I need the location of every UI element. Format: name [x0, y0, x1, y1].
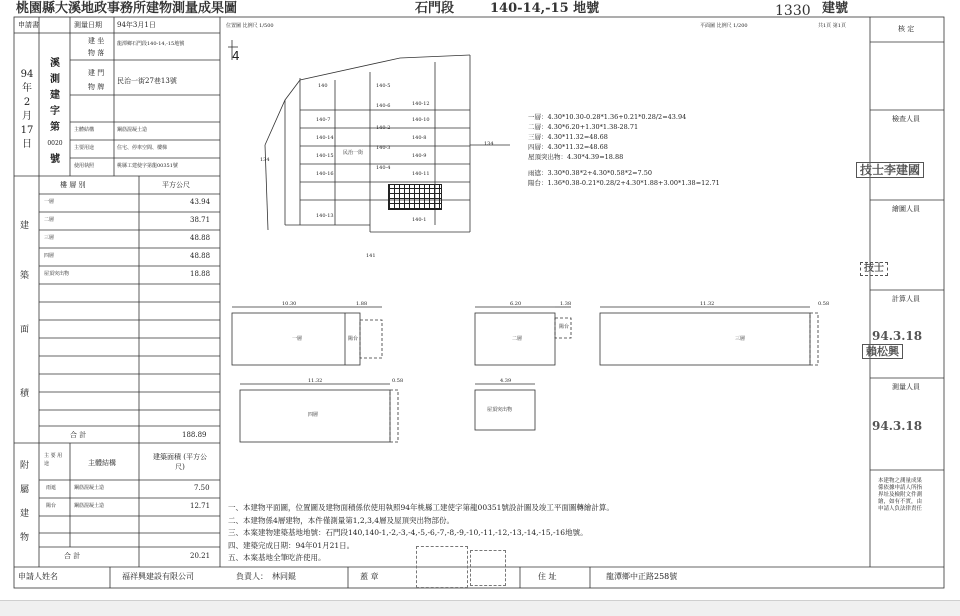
annex-row-use: 陽台: [46, 503, 57, 509]
lot-label: 140-7: [316, 117, 331, 123]
lot-label: 134: [260, 157, 270, 163]
lot-label: 140-10: [412, 117, 430, 123]
location-label-2: 物 落: [88, 49, 105, 57]
lot-label: 140-15: [316, 153, 334, 159]
roof-dim: 4.39: [500, 378, 512, 384]
lot-numbers: 140-14,-15 地號: [490, 1, 600, 16]
floor1-balcony-label: 陽台: [348, 336, 359, 342]
section-name: 石門段: [415, 1, 455, 16]
floor-row-area: 38.71: [190, 216, 211, 224]
company-seal-stamp: [416, 546, 468, 588]
legal-note: 本建物之測量成果 係依據申請人所指 界址及檢附文件測 繪，如有不實，由 申請人負法律責任: [878, 478, 923, 512]
location-value: 龍潭鄉石門段140-14,-15地號: [117, 41, 185, 47]
lot-label: 134: [484, 141, 494, 147]
lot-label: 140-1: [412, 217, 427, 223]
address-value: 龍潭鄉中正路258號: [606, 572, 678, 581]
annex-use-label: 主 要 用 途: [44, 453, 63, 467]
location-label: 建 坐: [88, 37, 105, 45]
floor1-dim: 10.30: [282, 301, 297, 307]
structure-value: 鋼筋混凝土造: [117, 127, 148, 133]
company-name: 福祥興建設有限公司: [122, 572, 194, 581]
building-lot-hatch: [388, 184, 442, 210]
annex-area-label: 建築面積 (平方公尺): [153, 453, 207, 471]
floor-row-name: 四層: [44, 253, 55, 259]
stamp-date-2: 94.3.18: [872, 419, 923, 433]
floor-plan-label: 平面圖 比例尺 1/200: [700, 23, 748, 29]
lot-label: 140-14: [316, 135, 334, 141]
annex-side-4: 物: [20, 533, 30, 543]
lot-label: 141: [366, 253, 376, 259]
application-no-label: 申請書: [18, 21, 39, 29]
floor2-dim: 6.20: [510, 301, 522, 307]
lot-label: 140-8: [412, 135, 427, 141]
stamp-technician: 技士李建國: [856, 162, 924, 178]
floor3-dim: 11.32: [700, 301, 715, 307]
building-number-label: 建號: [822, 1, 849, 16]
floor-row-name: 三層: [44, 235, 55, 241]
door-label-2: 物 牌: [88, 83, 105, 91]
floor-plans: [232, 307, 818, 442]
lot-label: 140-4: [376, 165, 391, 171]
survey-date-label: 測量日期: [74, 21, 102, 29]
structure-label: 主體結構: [74, 127, 95, 133]
lot-label: 140-6: [376, 103, 391, 109]
floor-row-area: 43.94: [190, 198, 211, 206]
floor-row-name: 屋頂突出物: [44, 271, 70, 277]
approval-label: 核 定: [898, 25, 915, 33]
site-map: [228, 40, 510, 232]
application-date: 94 年 2 月 17 日: [20, 69, 34, 150]
floor-row-area: 48.88: [190, 252, 211, 260]
floor-row-area: 18.88: [190, 270, 211, 278]
calc-label: 計算人員: [892, 295, 920, 303]
check-label: 檢查人員: [892, 115, 920, 123]
survey-label: 測量人員: [892, 383, 920, 391]
annex-side-2: 屬: [20, 485, 30, 495]
area-calculations: 一層：4.30*10.30-0.28*1.36+0.21*0.28/2=43.94 二層：4.30*6.20+1.30*1.38-28.71 三層：4.30*11.32=48.68 四層：4.30*11.32=48.68 屋頂突出物：4.30*4.39=18.88 雨遮：3.30*0.38*2+4.30*0.58*2=7.50 陽台：1.36*0.38-0.21*0.28/2+4.30*1.88+3.00*1.38=12.71: [528, 113, 720, 187]
lot-label: 140-11: [412, 171, 430, 177]
annex-total-label: 合 計: [64, 552, 81, 560]
stamp-technician-2: 技士: [860, 262, 888, 276]
floor3-label: 三層: [735, 336, 746, 342]
stamp-date: 94.3.18: [872, 329, 923, 343]
floor3-dim: 0.58: [818, 301, 830, 307]
lot-label: 140-9: [412, 153, 427, 159]
floor2-label: 二層: [512, 336, 523, 342]
stamp-name: 賴松興: [862, 344, 903, 359]
side-label-3: 面: [20, 325, 30, 335]
floors-header: 樓 層 別: [60, 181, 86, 189]
area-header: 平方公尺: [162, 181, 190, 189]
license-label: 使用執照: [74, 163, 95, 169]
survey-date: 94年3月1日: [117, 21, 156, 29]
license-value: 桃縣工建使字第龍00351號: [117, 163, 178, 169]
annex-structure-label: 主體結構: [88, 459, 116, 467]
floor1-dim: 1.88: [356, 301, 368, 307]
floor-row-name: 一層: [44, 199, 55, 205]
north-arrow-icon: 4: [232, 49, 240, 63]
address-label: 住 址: [538, 572, 557, 581]
total-value: 188.89: [182, 431, 207, 439]
rep-name: 林同錕: [272, 572, 296, 581]
floor1-label: 一層: [292, 336, 303, 342]
lot-label: 140-2: [376, 125, 391, 131]
floor2-balcony-label: 陽台: [559, 324, 570, 330]
lot-label: 140-3: [376, 145, 391, 151]
annex-side-1: 附: [20, 461, 30, 471]
annex-row-use: 雨遮: [46, 485, 57, 491]
viewer-bottom-edge: [0, 600, 960, 616]
lot-label: 140-16: [316, 171, 334, 177]
side-label-1: 建: [20, 221, 30, 231]
annex-total-value: 20.21: [190, 552, 211, 560]
roof-label: 屋頂突出物: [487, 407, 513, 413]
floor2-dim: 1.38: [560, 301, 572, 307]
notes-block: 一、本建物平面圖，位置圖及建物面積係依使用執照94年桃縣工建使字第龍00351號設計圖及竣工平面圖轉繪計算。 二、本建物係4層建物，本件僅測量第1,2,3,4層及屋頂突出物部份。 三、本案建物建築基地地號：石門段140,140-1,-2,-3,-4,-5,-6,-7,-8,-9,-10,-11,-12,-13,-14,-15,-16地號。 四、建築完成日期：94年01月21日。 五、本案基地全筆吃許使用。: [228, 503, 614, 562]
applicant-label: 申請人姓名: [18, 572, 58, 581]
location-plan-label: 位置圖 比例尺 1/500: [226, 23, 274, 29]
annex-row-area: 12.71: [190, 502, 211, 510]
lot-label: 140-12: [412, 101, 430, 107]
page-indicator: 共1頁 第1頁: [818, 23, 846, 29]
door-value: 民治一街27巷13號: [117, 77, 177, 85]
floor-row-area: 48.88: [190, 234, 211, 242]
draft-label: 繪圖人員: [892, 205, 920, 213]
floor4-dim: 11.32: [308, 378, 323, 384]
door-label: 建 門: [88, 69, 105, 77]
seal-label: 蓋 章: [360, 572, 379, 581]
lot-label: 140: [318, 83, 328, 89]
annex-row-area: 7.50: [194, 484, 210, 492]
annex-side-3: 建: [20, 509, 30, 519]
side-label-2: 築: [20, 271, 30, 281]
dept-code: 溪 測 建 字 第 0020 號: [47, 58, 63, 165]
total-label: 合 計: [70, 431, 87, 439]
lot-label: 140-5: [376, 83, 391, 89]
office-title: 桃園縣大溪地政事務所建物測量成果圖: [16, 1, 238, 16]
side-label-4: 積: [20, 389, 30, 399]
annex-row-structure: 鋼筋混凝土造: [74, 485, 105, 491]
floor-row-name: 二層: [44, 217, 55, 223]
rep-seal-stamp: [470, 550, 506, 586]
floor4-label: 四層: [308, 412, 319, 418]
usage-label: 主要用途: [74, 145, 95, 151]
lot-label: 140-13: [316, 213, 334, 219]
street-label: 民治一街: [343, 150, 364, 156]
usage-value: 住宅、停車空間、樓梯: [117, 145, 168, 151]
annex-row-structure: 鋼筋混凝土造: [74, 503, 105, 509]
floor4-dim: 0.58: [392, 378, 404, 384]
building-number: 1330: [775, 3, 811, 19]
rep-label: 負責人：: [236, 572, 268, 581]
